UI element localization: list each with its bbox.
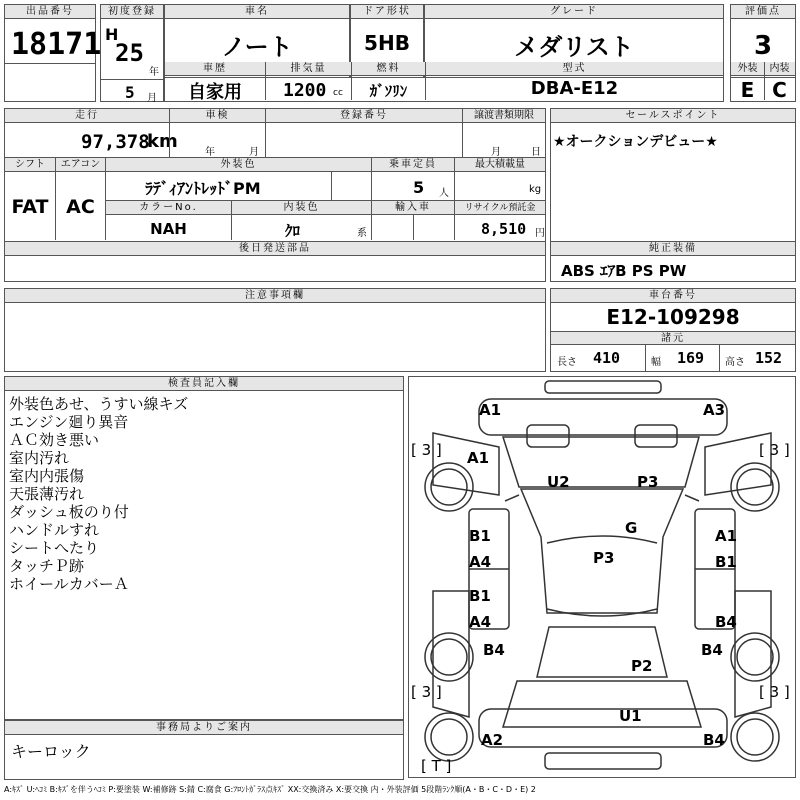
first-reg-cell	[100, 4, 164, 102]
damage-mark: A1	[715, 527, 738, 545]
row3	[4, 108, 546, 158]
spec-label: 諸元	[551, 331, 795, 345]
load-label: 最大積載量	[455, 158, 545, 172]
mileage-unit: km	[147, 131, 178, 152]
history-label: 車歴	[165, 62, 265, 76]
damage-mark: A4	[469, 553, 492, 571]
month-unit: 月	[147, 93, 157, 104]
shift-label: シフト	[5, 158, 55, 172]
condition-cell	[730, 62, 796, 102]
equipment-label: 純正装備	[551, 242, 795, 256]
reg-year: 25	[115, 39, 144, 67]
damage-mark: B4	[703, 731, 725, 749]
interior-grade: C	[772, 78, 787, 102]
lot-cell	[4, 4, 102, 102]
reg-month: 5	[125, 83, 135, 102]
colorno-value: NAH	[150, 220, 187, 238]
ac-value: AC	[66, 196, 95, 218]
damage-mark: P3	[637, 473, 659, 491]
tire-tread: [ 3 ]	[411, 683, 442, 701]
year-unit: 年	[149, 67, 159, 78]
sales-point-label: セールスポイント	[551, 109, 795, 123]
damage-mark: A1	[479, 401, 502, 419]
sales-point-text: ★オークションデビュー★	[553, 134, 718, 150]
row4	[4, 158, 546, 242]
intcolor-value: ｸﾛ	[285, 222, 301, 240]
inspector-line: タッチＰ跡	[9, 557, 85, 575]
inspector-line: 天張薄汚れ	[9, 485, 85, 503]
load-unit: kg	[529, 184, 542, 195]
model-label: 車名	[165, 5, 349, 19]
fuel-value: ｶﾞｿﾘﾝ	[369, 82, 408, 100]
inspector-line: ＡＣ効き悪い	[9, 431, 100, 449]
interior-label: 内装	[764, 62, 795, 76]
notes-label: 注意事項欄	[5, 289, 545, 303]
tire-tread: [ 3 ]	[411, 441, 442, 459]
mileage-value: 97,378	[81, 131, 150, 153]
width-label: 幅	[651, 357, 661, 368]
model-name: ノート	[221, 33, 293, 61]
deadline-month-unit: 月	[491, 147, 501, 158]
height-label: 高さ	[725, 357, 745, 368]
length-value: 410	[593, 349, 621, 367]
inspector-line: ハンドルすれ	[9, 521, 100, 539]
color-value: ﾗﾃﾞｨｱﾝﾄﾚｯﾄﾞPM	[145, 179, 261, 198]
office-cell	[4, 720, 404, 780]
ac-label: エアコン	[56, 158, 105, 172]
type-value: DBA-E12	[530, 78, 619, 99]
damage-mark: B1	[469, 527, 491, 545]
damage-mark: B1	[469, 587, 491, 605]
displacement-label: 排気量	[266, 62, 351, 76]
inspector-line: エンジン廻り異音	[9, 413, 129, 431]
inspector-cell	[4, 376, 404, 720]
row2	[164, 62, 724, 102]
recycle-value: 8,510	[481, 220, 527, 238]
lot-label: 出品番号	[5, 5, 95, 19]
intcolor-label: 内装色	[232, 201, 371, 215]
damage-mark: P3	[593, 549, 615, 567]
displacement-unit: cc	[333, 88, 343, 98]
exterior-label: 外装	[731, 62, 764, 76]
damage-mark: A4	[469, 613, 492, 631]
seats-value: 5	[413, 178, 425, 197]
mileage-label: 走行	[5, 109, 169, 123]
grade-label: グレード	[425, 5, 723, 19]
equipment-text: ABS ｴｱB PS PW	[561, 262, 687, 280]
inspector-line: 室内汚れ	[9, 449, 70, 467]
damage-mark: B4	[701, 641, 723, 659]
height-value: 152	[755, 349, 783, 367]
score-value: 3	[753, 31, 773, 61]
damage-mark: U1	[619, 707, 642, 725]
color-label: 外装色	[106, 158, 371, 172]
damage-legend: A:ｷｽﾞ U:ﾍｺﾐ B:ｷｽﾞを伴うﾍｺﾐ P:要塗装 W:補修跡 S:錆 C:腐食 G:ﾌﾛﾝﾄｶﾞﾗｽ点ｷｽﾞ XX:交換済み X:要交換 内・外装評価 5段階ﾗﾝｸ順(A・B・C・D・E) 2	[4, 785, 536, 794]
inspector-line: 外装色あせ、うすい線キズ	[9, 395, 189, 413]
inspector-label: 検査員記入欄	[5, 377, 403, 391]
inspector-line: ホイールカバーＡ	[9, 575, 129, 593]
tire-tread: [ T ]	[421, 757, 452, 775]
damage-mark: A3	[703, 401, 726, 419]
deadline-day-unit: 日	[531, 147, 541, 158]
tire-tread: [ 3 ]	[759, 441, 790, 459]
shift-value: FAT	[11, 196, 49, 218]
door-label: ドア形状	[351, 5, 423, 19]
inspector-line: ダッシュ板のり付	[9, 503, 129, 521]
inspector-notes	[9, 395, 188, 593]
width-value: 169	[677, 349, 705, 367]
regno-label: 登録番号	[266, 109, 462, 123]
damage-mark: B4	[483, 641, 505, 659]
type-label: 型式	[426, 62, 723, 76]
history-value: 自家用	[188, 82, 242, 103]
equipment-cell	[550, 242, 796, 282]
car-outline	[409, 377, 795, 777]
recycle-label: リサイクル預託金	[455, 201, 545, 215]
lot-number: 18171	[11, 27, 102, 62]
fuel-label: 燃料	[352, 62, 425, 76]
intcolor-unit: 系	[357, 228, 367, 239]
damage-mark: B4	[715, 613, 737, 631]
deadline-label: 譲渡書類期限	[463, 109, 545, 123]
inspection-year-unit: 年	[205, 147, 215, 158]
damage-mark: B1	[715, 553, 737, 571]
score-label: 評価点	[731, 5, 795, 19]
exterior-grade: E	[740, 78, 755, 102]
chassis-number: E12-109298	[606, 305, 740, 329]
door-type: 5HB	[364, 31, 410, 55]
damage-mark: G	[625, 519, 638, 537]
era: H	[105, 25, 119, 44]
tire-tread: [ 3 ]	[759, 683, 790, 701]
chassis-label: 車台番号	[551, 289, 795, 303]
sales-point-cell	[550, 108, 796, 242]
inspector-line: 室内内張傷	[9, 467, 85, 485]
damage-diagram	[408, 376, 796, 778]
later-parts-cell	[4, 242, 546, 282]
colorno-label: カラーNo.	[106, 201, 231, 215]
inspector-line: シートへたり	[9, 539, 100, 557]
first-reg-label: 初度登録	[101, 5, 163, 19]
office-text: キーロック	[11, 742, 91, 761]
damage-mark: A2	[481, 731, 504, 749]
later-parts-label: 後日発送部品	[5, 242, 545, 256]
notes-cell	[4, 288, 546, 372]
seats-unit: 人	[439, 188, 449, 199]
recycle-unit: 円	[535, 228, 545, 239]
office-label: 事務局よりご案内	[5, 721, 403, 735]
chassis-cell	[550, 288, 796, 372]
grade-value: メダリスト	[514, 33, 634, 61]
inspection-month-unit: 月	[249, 147, 259, 158]
damage-mark: U2	[547, 473, 570, 491]
import-label: 輸入車	[372, 201, 454, 215]
displacement-value: 1200	[283, 80, 327, 101]
damage-mark: P2	[631, 657, 653, 675]
length-label: 長さ	[557, 357, 577, 368]
damage-mark: A1	[467, 449, 490, 467]
seats-label: 乗車定員	[372, 158, 454, 172]
inspection-label: 車検	[170, 109, 265, 123]
